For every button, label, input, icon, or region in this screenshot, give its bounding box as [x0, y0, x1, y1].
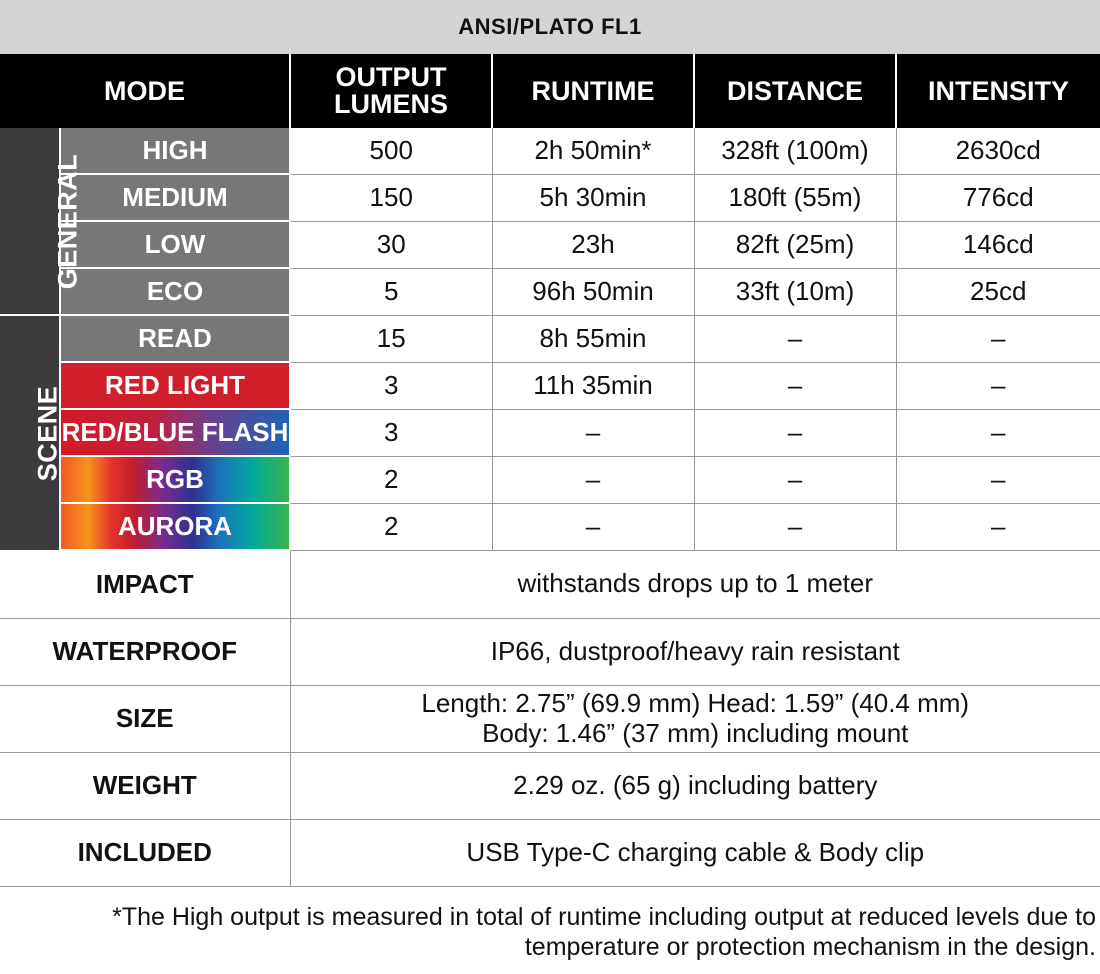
- output-cell: 2: [290, 503, 492, 550]
- runtime-cell: 8h 55min: [492, 315, 694, 362]
- spec-value-included: USB Type-C charging cable & Body clip: [290, 819, 1100, 886]
- runtime-cell: –: [492, 409, 694, 456]
- table-title: ANSI/PLATO FL1: [0, 0, 1100, 54]
- distance-cell: –: [694, 503, 896, 550]
- distance-cell: 82ft (25m): [694, 221, 896, 268]
- distance-cell: –: [694, 409, 896, 456]
- header-intensity: INTENSITY: [896, 54, 1100, 128]
- table-row: [0, 503, 1100, 550]
- mode-cell: RGB: [60, 456, 290, 503]
- header-output-line2: LUMENS: [334, 89, 448, 119]
- output-cell: 5: [290, 268, 492, 315]
- spec-row-size: [0, 685, 1100, 752]
- output-cell: 2: [290, 456, 492, 503]
- header-output-lumens: [290, 54, 492, 128]
- runtime-cell: –: [492, 503, 694, 550]
- table-row: [0, 174, 1100, 221]
- output-cell: 500: [290, 128, 492, 174]
- distance-cell: –: [694, 456, 896, 503]
- header-mode: MODE: [0, 54, 290, 128]
- footnote-line-2: temperature or protection mechanism in the design.: [524, 933, 1096, 961]
- table-row: [0, 128, 1100, 174]
- distance-cell: 328ft (100m): [694, 128, 896, 174]
- distance-cell: 180ft (55m): [694, 174, 896, 221]
- spec-row-waterproof: [0, 618, 1100, 685]
- group-general-label: GENERAL: [52, 153, 83, 289]
- intensity-cell: –: [896, 362, 1100, 409]
- runtime-cell: 11h 35min: [492, 362, 694, 409]
- intensity-cell: –: [896, 409, 1100, 456]
- footnote-line-1: *The High output is measured in total of runtime including output at reduced levels due to: [112, 903, 1096, 931]
- intensity-cell: 776cd: [896, 174, 1100, 221]
- runtime-cell: 5h 30min: [492, 174, 694, 221]
- table-row: [0, 268, 1100, 315]
- runtime-cell: 23h: [492, 221, 694, 268]
- mode-cell: LOW: [60, 221, 290, 268]
- output-cell: 3: [290, 409, 492, 456]
- spec-label-impact: IMPACT: [0, 550, 290, 618]
- output-cell: 150: [290, 174, 492, 221]
- distance-cell: –: [694, 362, 896, 409]
- header-runtime: RUNTIME: [492, 54, 694, 128]
- runtime-cell: –: [492, 456, 694, 503]
- size-line-1: Length: 2.75” (69.9 mm) Head: 1.59” (40.4 mm): [421, 687, 970, 718]
- mode-cell: HIGH: [60, 128, 290, 174]
- table-row: [0, 409, 1100, 456]
- size-line-2: Body: 1.46” (37 mm) including mount: [482, 717, 909, 748]
- spec-table: [0, 54, 1100, 887]
- intensity-cell: –: [896, 456, 1100, 503]
- intensity-cell: 2630cd: [896, 128, 1100, 174]
- mode-cell: ECO: [60, 268, 290, 315]
- group-scene: [0, 315, 63, 550]
- table-row: [0, 362, 1100, 409]
- spec-row-included: [0, 819, 1100, 886]
- table-row: [0, 456, 1100, 503]
- spec-label-weight: WEIGHT: [0, 752, 290, 819]
- spec-label-waterproof: WATERPROOF: [0, 618, 290, 685]
- spec-value-weight: 2.29 oz. (65 g) including battery: [290, 752, 1100, 819]
- distance-cell: 33ft (10m): [694, 268, 896, 315]
- spec-row-weight: [0, 752, 1100, 819]
- header-distance: DISTANCE: [694, 54, 896, 128]
- distance-cell: –: [694, 315, 896, 362]
- header-output-line1: OUTPUT: [335, 62, 447, 92]
- mode-cell: AURORA: [60, 503, 290, 550]
- spec-value-size: [290, 685, 1100, 752]
- group-general: [0, 128, 83, 315]
- output-cell: 15: [290, 315, 492, 362]
- output-cell: 3: [290, 362, 492, 409]
- mode-cell: RED/BLUE FLASH: [60, 409, 290, 456]
- spec-label-size: SIZE: [0, 685, 290, 752]
- table-row: [0, 315, 1100, 362]
- mode-cell: RED LIGHT: [60, 362, 290, 409]
- output-cell: 30: [290, 221, 492, 268]
- group-scene-label: SCENE: [32, 385, 63, 481]
- spec-row-impact: [0, 550, 1100, 618]
- mode-cell: READ: [60, 315, 290, 362]
- mode-cell: MEDIUM: [60, 174, 290, 221]
- runtime-cell: 96h 50min: [492, 268, 694, 315]
- header-row: [0, 54, 1100, 128]
- intensity-cell: –: [896, 315, 1100, 362]
- table-row: [0, 221, 1100, 268]
- footnote: [6, 902, 1096, 962]
- intensity-cell: 25cd: [896, 268, 1100, 315]
- intensity-cell: 146cd: [896, 221, 1100, 268]
- spec-value-waterproof: IP66, dustproof/heavy rain resistant: [290, 618, 1100, 685]
- spec-value-impact: withstands drops up to 1 meter: [290, 550, 1100, 618]
- intensity-cell: –: [896, 503, 1100, 550]
- spec-label-included: INCLUDED: [0, 819, 290, 886]
- runtime-cell: 2h 50min*: [492, 128, 694, 174]
